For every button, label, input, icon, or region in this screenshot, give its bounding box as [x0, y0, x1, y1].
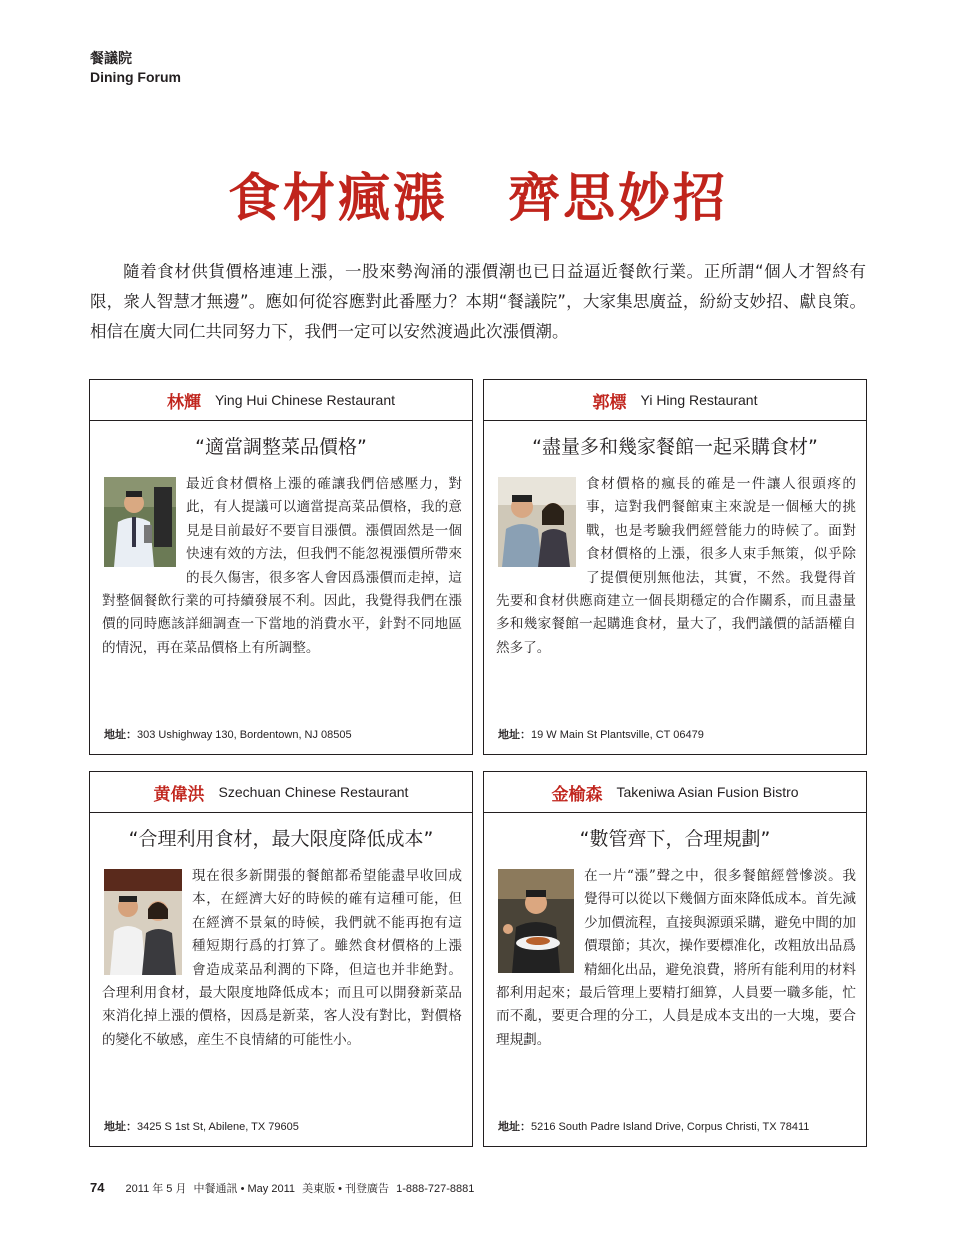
card-address	[498, 726, 704, 742]
card-body	[102, 473, 462, 660]
card-header	[484, 380, 866, 421]
issue-date: 2011 年 5 月	[125, 1183, 187, 1195]
card-header	[484, 772, 866, 813]
card-address	[498, 1118, 809, 1134]
card-text: 食材價格的瘋長的確是一件讓人很頭疼的事，這對我們餐館東主來說是一個極大的挑戰，也是考驗我們經營能力的時候了。面對食材價格的上漲，很多人束手無策，似乎除了提價便別無他法，其實，不然。我覺得首先要和食材供應商建立一個長期穩定的合作關系，而且盡量多和幾家餐館一起購進食材，量大了，我們議價的話語權自然多了。	[496, 476, 856, 656]
address-text: 5216 South Padre Island Drive, Corpus Christi, TX 78411	[531, 1121, 810, 1133]
magazine-name: 中餐通訊 • May 2011	[193, 1183, 296, 1195]
restaurant-name: Takeniwa Asian Fusion Bistro	[616, 784, 799, 800]
address-text: 19 W Main St Plantsville, CT 06479	[531, 729, 704, 741]
page-footer	[90, 1180, 474, 1196]
contributor-card-guo-biao	[483, 379, 867, 755]
card-address	[104, 726, 352, 742]
contributor-name: 黄偉洪	[153, 784, 205, 805]
edition-ad: 美東版 • 刊登廣告	[302, 1183, 390, 1195]
restaurant-name: Yi Hing Restaurant	[640, 392, 758, 408]
card-body	[496, 473, 856, 660]
address-label: 地址：	[104, 1120, 137, 1133]
address-text: 3425 S 1st St, Abilene, TX 79605	[137, 1121, 299, 1133]
contributor-card-lin-hui	[89, 379, 473, 755]
section-title-zh: 餐議院	[90, 51, 132, 67]
page-number: 74	[90, 1180, 105, 1195]
address-label: 地址：	[498, 1120, 531, 1133]
portrait-photo	[104, 477, 176, 567]
card-quote: “適當調整菜品價格”	[195, 436, 367, 458]
card-quote: “數管齊下，合理規劃”	[579, 828, 771, 850]
article-title	[0, 166, 956, 232]
address-label: 地址：	[104, 728, 137, 741]
intro-paragraph: 隨着食材供貨價格連連上漲，一股來勢洶涌的漲價潮也已日益逼近餐飲行業。正所謂“個人才智終有限，衆人智慧才無邊”。應如何從容應對此番壓力？本期“餐議院”，大家集思廣益，紛紛支妙招、獻良策。相信在廣大同仁共同努力下，我們一定可以安然渡過此次漲價潮。	[90, 262, 866, 341]
card-header	[90, 380, 472, 421]
restaurant-name: Szechuan Chinese Restaurant	[218, 784, 409, 800]
card-text: 在一片“漲”聲之中，很多餐館經營慘淡。我覺得可以從以下幾個方面來降低成本。首先減少加價流程，直接與源頭采購，避免中間的加價環節；其次，操作要標准化，改粗放出品爲精細化出品，避免浪費，將所有能利用的材料都利用起來；最后管理上要精打細算，人員要一職多能，忙而不亂，要更合理的分工，人員是成本支出的一大塊，要合理規劃。	[496, 868, 856, 1048]
portrait-photo	[498, 869, 574, 973]
portrait-photo	[104, 869, 182, 975]
restaurant-name: Ying Hui Chinese Restaurant	[214, 392, 396, 408]
contributor-name: 林輝	[166, 392, 201, 413]
contributor-name: 金榆森	[551, 784, 603, 805]
card-body	[496, 865, 856, 1052]
card-body	[102, 865, 462, 1052]
phone-number: 1-888-727-8881	[396, 1183, 475, 1195]
card-text: 現在很多新開張的餐館都希望能盡早收回成本，在經濟大好的時候的確有這種可能，但在經濟不景氣的時候，我們就不能再抱有這種短期行爲的打算了。雖然食材價格的上漲會造成菜品利潤的下降，但這也并非絶對。合理利用食材，最大限度地降低成本；而且可以開發新菜品來消化掉上漲的價格，因爲是新菜，客人没有對比，對價格的變化不敏感，産生不良情緒的可能性小。	[102, 868, 462, 1048]
card-address	[104, 1118, 299, 1134]
portrait-photo	[498, 477, 576, 567]
title-part-1: 食材瘋漲	[227, 168, 448, 229]
title-part-2: 齊思妙招	[508, 168, 729, 229]
address-text: 303 Ushighway 130, Bordentown, NJ 08505	[137, 729, 352, 741]
card-text: 最近食材價格上漲的確讓我們倍感壓力，對此，有人提議可以適當提高菜品價格，我的意見是目前最好不要盲目漲價。漲價固然是一個快速有效的方法，但我們不能忽視漲價所帶來的長久傷害，很多客人會因爲漲價而走掉，這對整個餐飲行業的可持續發展不利。因此，我覺得我們在漲價的同時應該詳細調查一下當地的消費水平，針對不同地區的情況，再在菜品價格上有所調整。	[102, 476, 462, 656]
section-header	[90, 50, 181, 86]
card-quote: “合理利用食材，最大限度降低成本”	[128, 828, 434, 850]
contributor-name: 郭標	[592, 392, 627, 413]
section-title-en: Dining Forum	[90, 69, 181, 85]
card-header	[90, 772, 472, 813]
card-quote: “盡量多和幾家餐館一起采購食材”	[532, 436, 818, 458]
contributor-card-huang-weihong	[89, 771, 473, 1147]
address-label: 地址：	[498, 728, 531, 741]
contributor-card-jin-yusen	[483, 771, 867, 1147]
